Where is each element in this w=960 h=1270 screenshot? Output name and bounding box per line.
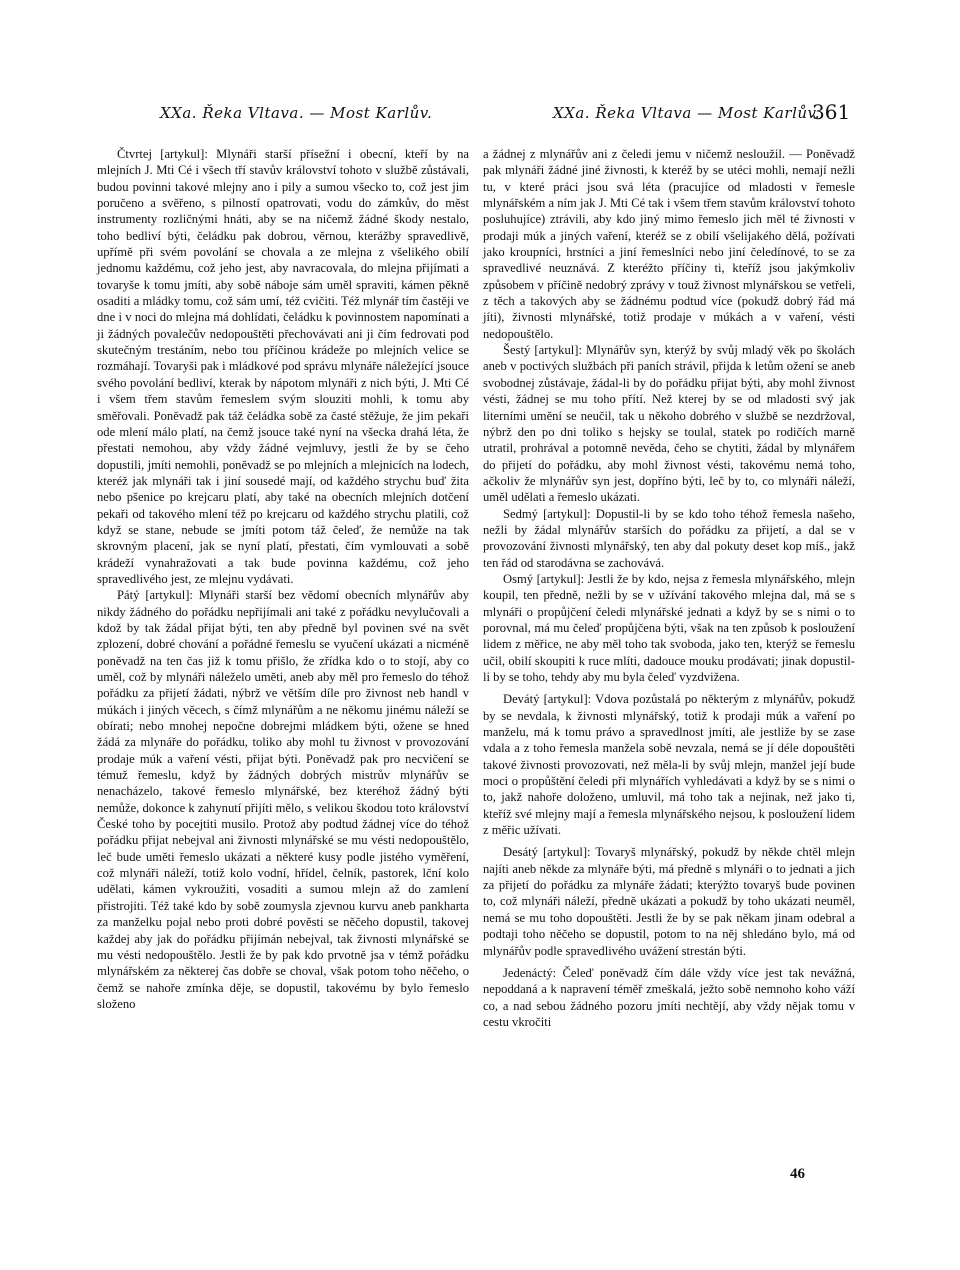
paragraph-article-11: Jedenáctý: Čeleď poněvadž čím dále vždy více jest tak nevážná, nepoddaná a k napravení téměř zmeškalá, ježto sobě nemnoho koho váží co, a nad sebou žádného pozoru jmíti nechtějí, aby vždy nějak tomu v cestu vkročiti: [483, 965, 855, 1029]
paragraph-article-9: Devátý [artykul]: Vdova pozůstalá po některým z mlynářův, pokudž by se nevdala, k živnosti mlynářský, totiž k prodaji múk a vaření po manželu, má k tomu právo a spravedlnost jmíti, ale jestliže by se zase vdala a z toho řemesla manžela sobě nevzala, nemá se jí déle dopouštěti takové živnosti provozovati, než měla-li by svůj mlejn, manžel její bude moci o propůštění čeledi při mlynářích vyhledávati a když by se s nimi o to, jakž nahoře doloženo, umluvil, má toho tak a nejinak, než jako ti, kteříž své mlejny mají a řemesla mlynářského nejsou, k posloužení lidem z měřic užívati.: [483, 692, 855, 838]
paragraph-article-10: Desátý [artykul]: Tovaryš mlynářský, pokudž by někde chtěl mlejn najíti aneb někde za mlynáře býti, má předně s mlynáři o to jednati a jich za přijetí do pořádku za mlynáře žádati; kterýžto tovaryš bude povinen to, což mlynáři náleží, předně ukázati a pokudž by toho ukázati neuměl, nemá se mu toho dopouštěti. Jestli že by se pak někam jinam odebral a podtaji toho něčeho se dopustil, potom to na něj shledáno bylo, má od mlynářův podle spravedlivého uvážení strestán býti.: [483, 845, 855, 958]
running-header: [0, 100, 960, 130]
header-left-title: XXa. Řeka Vltava. — Most Karlův.: [160, 104, 433, 122]
page-number: 361: [812, 100, 851, 124]
paragraph-article-4: Čtvrtej [artykul]: Mlynáři starší přísežní i obecní, kteří by na mlejních J. Mti Cé i všech tří stavův království tohoto v službě zůstávali, budou povinni takové mlejny ano i pily a sumou všecko to, což jest jim poručeno a svěřeno, s pilností opatrovati, vodu do zámkův, do měst instrumenty rozličnými hnáti, aby se na ničemž žádné škody nestalo, toho bedliví býti, čeládku pak dobrou, věrnou, kterážby spravedlivě, upřímě při svém povolání se chovala a ze mlejna z všelikého obilí jednomu každému, což jeho jest, aby navracovala, do mlejna přijímati a tovaryše k tomu jmíti, aby sobě náboje sám uměl spraviti, kámen pěkně osaditi a mládky tomu, což sám umí, též cvičiti. Též mlynář tím častěji ve dne i v noci do mlejna má dohlídati, čeládku k povinnostem napomínati a ji žádných povalečův nedopouštěti přechovávati ani ji čím fedrovati pod skutečným trestáním, nebo tou příčinou krádeže po mlejních velice se rozmáhají. Tovaryši pak i mládkové pod správu mlynáře náležející jsouce svého povolání bedliví, kterak by nápotom mlynáři z nich býti, J. Mti Cé i všem třem stavům řemeslem svým slouziti mohli, k tomu aby směřovali. Poněvadž pak táž čeládka sobě za časté stěžuje, že jim pekaři ode mlení málo platí, na čemž jsouce také nyní na všecka drahá léta, že přestati nemohou, aby vždy žádné vejmluvy, jestli že by se čeho dopustili, jmíti nemohli, poněvadž se po mlejních a mlejnicích na lodech, kteréž jak mlynáři tak i jiní sousedé mají, od každého strychu buď žita nebo pšenice po krejcaru platí, aby také na obecních mlejních dotčení pekaři od takového mlení též po krejcaru od každého strychu platili, což když se stane, nebude se jmíti potom táž čeleď, že nemůže na tak skrovným placení, jak se nyní platí, přestati, čím vymlouvati a sobě krádeží vynahražovati a tak bude povinna každému, což jeho spravedlivého jest, ze mlejnu vydávati.: [97, 147, 469, 586]
left-column: [97, 146, 469, 1012]
paragraph-article-8: Osmý [artykul]: Jestli že by kdo, nejsa z řemesla mlynářského, mlejn koupil, ten předně, nežli by se v užívání takového mlejna dal, má se s mlynáři o propůjčení čeledi mlynářské jednati a když by se s nimi o to porovnal, má mu čeleď propůjčena býti, však na ten způsob k posloužení lidem z měřice, ne aby měl toho tak svoboda, jako ten, kterýž se řemeslu učil, obilí skoupiti k ruce mlíti, dadouce mouku prodávati; jinak dopustil-li by se toho, tehdy aby mu byla čeleď vyzdvižena.: [483, 571, 855, 684]
header-right-title: XXa. Řeka Vltava — Most Karlův.: [553, 104, 820, 122]
paragraph-article-6: Šestý [artykul]: Mlynářův syn, kterýž by svůj mladý věk po školách aneb v poctivých službách při paních strávil, přijda k letům ožení se aneb svobodnej zůstávaje, žádal-li by do pořádku přijat býti, aby mohl živnost vésti, žádnej se mu toho přítí. Než kterej by se od mladosti svý jak literními umění se neučil, tak u někoho dobrého v službě se nezdržoval, nýbrž den po dni toliko s hejsky se toulal, statek po rodičích marně utratil, prohrával a potomně nevěda, čeho se chytiti, žádal by mlynářem do přijetí do pořádku, aby mohl živnost vésti, takovému nemá toho, ačkoliv že mlynářův syn jest, dopříno býti, leč by to, co mlynáři náleží, uměl udělati a řemeslo ukázati.: [483, 343, 855, 505]
paragraph-article-5: Pátý [artykul]: Mlynáři starší bez vědomí obecních mlynářův aby nikdy žádného do pořádku nepřijímali ani také z pořádku nevylučovali a kdož by tak žádal přijat býti, ten aby předně byl povinen své na svět zplození, dobré chování a pořádné řemeslu se vyučení ukázati a nicméně poněvadž na ten čas již k tomu přišlo, že zřídka kdo o to stojí, aby co uměl, což by mlynáři náleželo uměti, aneb aby měl pro řemeslo do téhož pořádku za přijetí žádati, nýbrž ve větším díle pro živnost neb handl v múkách i jiných věcech, s čímž mlynářům a ne někomu jinému náleží se obírati; nebo mnohej nepočne dobrejmi mládkem býti, ožene se hned žádá za mlynáře do pořádku, toliko aby mohl tu živnost v provozování prodaje múk a vaření vésti, přijat býti. Poněvadž pak pro necvičení se témuž řemeslu, když by žádných dobrých mistrův mlynářův se nenacházelo, takové řemeslo mlynářské, bez kteréhož žádný býti nemůže, dokonce k zahynutí přijíti mělo, s velikou škodou toto království České toho by pocejtiti musilo. Protož aby podtud žádnej více do téhož pořádku přijat nebejval ani živnosti mlynářské se mu vésti nedopouštělo, leč bude uměti řemeslo ukázati a některé kusy podle jistého vyměření, což mlynáři náleží, totiž kolo vodní, hřídel, čelník, pastorek, lční kolo udělati, kámen vykroužiti, vosaditi a sumou mlejn až do zamlení přistrojiti. Též také kdo by sobě zoumysla zjevnou kurvu aneb pankharta za manželku pojal nebo proti dobré pověsti se něčeho dopustil, takovej každej aby jak do pořádku přijímán nebejval, tak živnosti mlynářské se mu vésti nedopouštělo. Jestli že by pak kdo prvotně jsa v témž pořádku mlynářském za některej čas dobře se choval, však potom toho něčeho, o čemž se nahoře zmínka děje, se dopustil, takovému by bylo řemeslo složeno: [97, 588, 469, 1011]
paragraph-continuation: a žádnej z mlynářův ani z čeledi jemu v ničemž nesloužil. — Poněvadž pak mlynáři žádné jiné živnosti, k kteréž by se utéci mohli, nemají nežli tu, v které práci jsou svá léta (pracujíce od mladosti v řemesle mlynářském a ním jak J. Mti Cé tak i všem třem stavům království tohoto posluhujíce) ztrávili, aby kdo jiný mimo řemeslo jich měl té živnosti v prodaji múk a jiných vaření, kteréž se z obilí všelijakého dělá, požívati jako kroupníci, hrstníci a jiní řemeslníci nebo jiní čeledínové, to se za spravedlivé neuznává. Z kteréžto příčiny ti, kteříž jsou jakýmkoliv způsobem v příčině nedobrý zprávy v touž živnost mlynářskou se vetřeli, z těch a takových aby se žádnému podtud více (pokudž dobrý řád má jíti), živnosti mlynářské, totiž prodaje v múkách a v vaření, vésti nedopouštělo.: [483, 147, 855, 341]
paragraph-article-7: Sedmý [artykul]: Dopustil-li by se kdo toho téhož řemesla našeho, nežli by žádal mlynářův starších do pořádku za přijetí, a dal se v provozování živnosti mlynářský, ten aby dal pokuty deset kop míš., jakž ten řád od starodávna se zachovává.: [483, 506, 855, 570]
right-column: [483, 146, 855, 1030]
signature-mark: 46: [790, 1166, 805, 1182]
